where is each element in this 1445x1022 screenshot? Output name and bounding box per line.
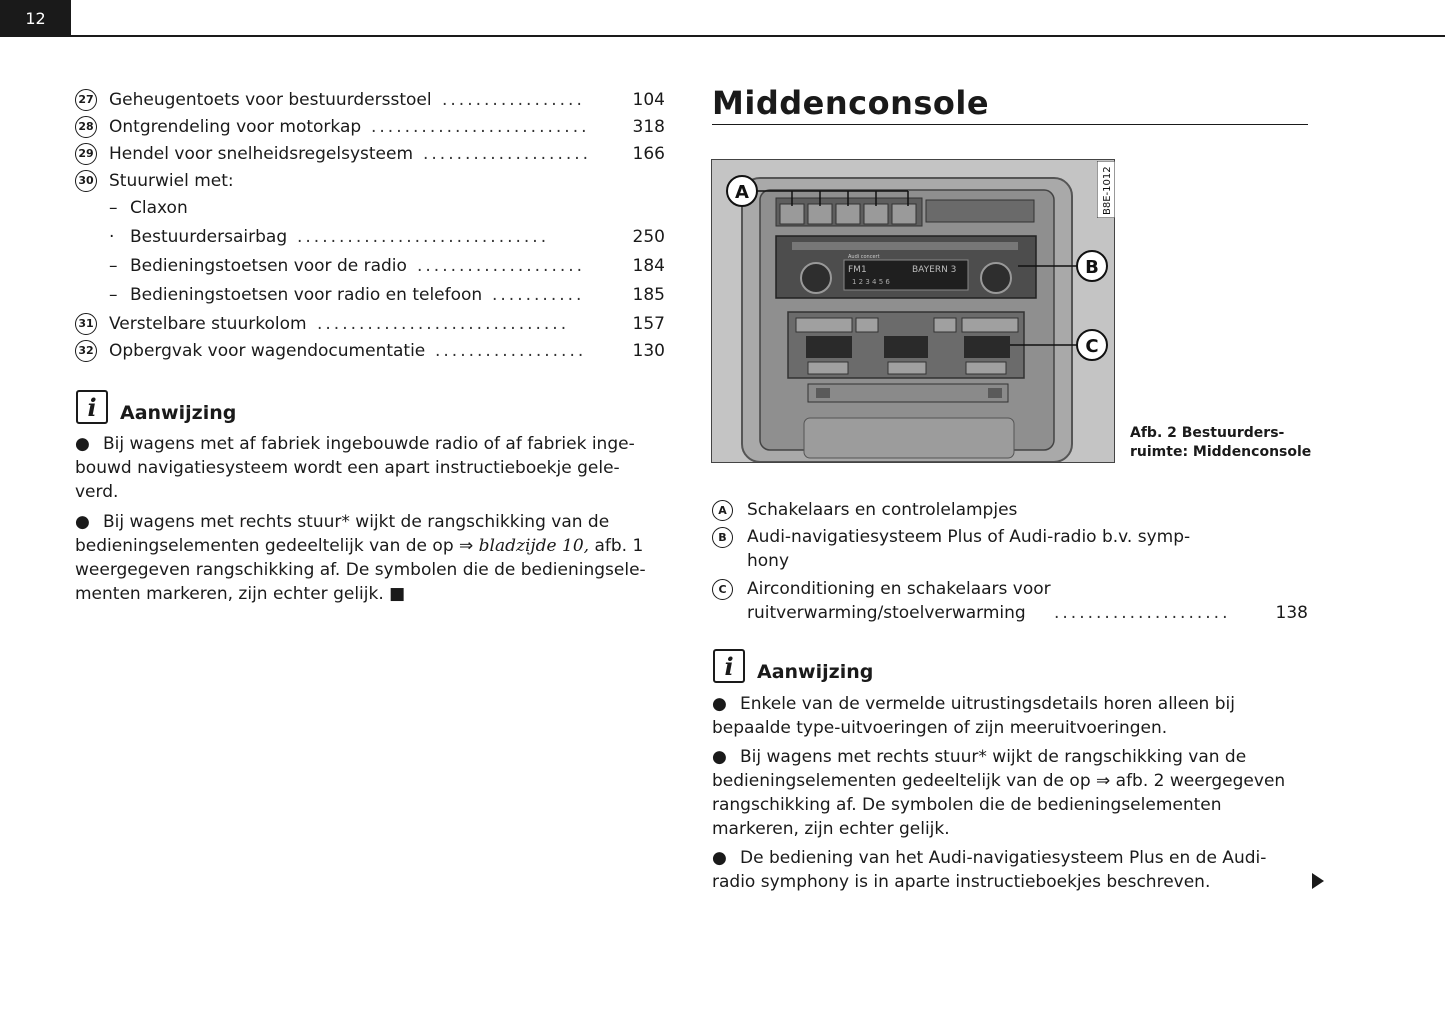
text-fragment: afb. 1	[589, 536, 644, 556]
page-reference-link[interactable]: bladzijde 10,	[478, 536, 590, 556]
toc-row	[75, 283, 665, 312]
toc-label: Opbergvak voor wagendocumentatie	[109, 341, 426, 361]
sub-item-dash: –	[109, 198, 118, 218]
note-left-paragraph-1	[75, 432, 635, 504]
note-right-paragraph-3	[712, 846, 1266, 894]
legend-item-c	[712, 577, 1308, 627]
toc-row	[75, 196, 665, 225]
note-left-paragraph-2	[75, 510, 646, 606]
leader-dots: ..........................	[371, 117, 590, 137]
toc-row	[75, 312, 665, 339]
text-line: bouwd navigatiesysteem wordt een apart instructieboekje gele-	[75, 458, 620, 478]
toc-page-link[interactable]: 318	[632, 117, 665, 137]
toc-label: Stuurwiel met:	[109, 171, 234, 191]
item-number-badge: 30	[75, 170, 97, 192]
bullet: ●	[712, 848, 727, 868]
text-line: bepaalde type-uitvoeringen of zijn meeruitvoeringen.	[712, 718, 1168, 738]
bullet: ●	[75, 434, 90, 454]
toc-page-link[interactable]: 185	[632, 285, 665, 305]
note-title: Aanwijzing	[120, 402, 237, 424]
caption-line: ruimte: Middenconsole	[1130, 444, 1312, 460]
legend-page: 138	[1275, 603, 1308, 623]
item-number-badge: 29	[75, 143, 97, 165]
toc-label: Geheugentoets voor bestuurdersstoel	[109, 90, 432, 110]
legend-item-b	[712, 525, 1308, 575]
toc-page-link[interactable]: 157	[632, 314, 665, 334]
toc-label: Bestuurdersairbag	[130, 227, 288, 247]
toc-label: Verstelbare stuurkolom	[109, 314, 307, 334]
leader-dots: ..............................	[317, 314, 570, 334]
leader-dots: ..................	[435, 341, 587, 361]
item-number-badge: 28	[75, 116, 97, 138]
toc-label: Hendel voor snelheidsregelsysteem	[109, 144, 414, 164]
note-heading-left	[76, 390, 236, 424]
toc-row	[75, 169, 665, 196]
radio-display-presets: 1 2 3 4 5 6	[852, 278, 890, 286]
toc-label: Claxon	[130, 198, 188, 218]
toc-page-link[interactable]: 250	[632, 227, 665, 247]
figure-caption	[1130, 424, 1311, 462]
callout-c-label: C	[1085, 336, 1099, 357]
leader-dots: ....................	[417, 256, 586, 276]
legend-text: Audi-navigatiesysteem Plus of Audi-radio b.v. symp-	[747, 527, 1191, 547]
info-icon: i	[76, 390, 108, 424]
item-number-badge: 32	[75, 340, 97, 362]
leader-dots: .................	[442, 90, 585, 110]
text-line: bedieningselementen gedeeltelijk van de op ⇒ afb. 2 weergegeven	[712, 771, 1286, 791]
bullet: ●	[712, 747, 727, 767]
sub-item-dash: –	[109, 256, 118, 276]
text-line: Bij wagens met af fabriek ingebouwde radio of af fabriek inge-	[103, 434, 635, 454]
legend-key: B	[712, 527, 733, 548]
text-fragment: bedieningselementen gedeeltelijk van de op ⇒	[75, 536, 479, 556]
toc-label: Bedieningstoetsen voor radio en telefoon	[130, 285, 483, 305]
info-icon: i	[713, 649, 745, 683]
figure-code-text: B8E-1012	[1102, 166, 1113, 215]
toc-page-link[interactable]: 184	[632, 256, 665, 276]
item-number-badge: 31	[75, 313, 97, 335]
legend-item-a	[712, 498, 1308, 524]
legend-text: Schakelaars en controlelampjes	[747, 500, 1018, 520]
bullet: ●	[75, 512, 90, 532]
toc-row	[75, 225, 665, 254]
page-header	[0, 0, 1445, 37]
radio-display-station: BAYERN 3	[912, 265, 957, 275]
toc-list	[75, 88, 665, 366]
toc-row	[75, 142, 665, 169]
callout-b-label: B	[1085, 257, 1099, 278]
item-number-badge: 27	[75, 89, 97, 111]
title-rule	[712, 124, 1308, 125]
sub-item-dash: –	[109, 285, 118, 305]
console-illustration	[712, 160, 1114, 462]
page-number: 12	[0, 0, 71, 37]
text-line: markeren, zijn echter gelijk.	[712, 819, 950, 839]
toc-page-link[interactable]: 166	[632, 144, 665, 164]
figure-middenconsole	[711, 159, 1115, 463]
text-line: Enkele van de vermelde uitrustingsdetails horen alleen bij	[740, 694, 1235, 714]
legend-text: ruitverwarming/stoelverwarming	[747, 603, 1026, 623]
toc-row	[75, 339, 665, 366]
text-line: weergegeven rangschikking af. De symbolen die de bedieningsele-	[75, 560, 646, 580]
radio-display-mode: FM1	[848, 265, 867, 275]
leader-dots: ..............................	[297, 227, 550, 247]
note-heading-right	[713, 649, 873, 683]
note-right-paragraph-2	[712, 745, 1285, 841]
figure-code	[1097, 161, 1115, 218]
text-line: Bij wagens met rechts stuur* wijkt de rangschikking van de	[740, 747, 1247, 767]
radio-brand: Audi concert	[848, 254, 880, 260]
sub-item-dash: ·	[109, 227, 115, 247]
text-line: rangschikking af. De symbolen die de bedieningselementen	[712, 795, 1222, 815]
leader-dots: .....................	[1054, 603, 1231, 623]
note-right-paragraph-1	[712, 692, 1235, 740]
note-title: Aanwijzing	[757, 661, 874, 683]
toc-page-link[interactable]: 130	[632, 341, 665, 361]
text-line: Bij wagens met rechts stuur* wijkt de rangschikking van de	[103, 512, 610, 532]
caption-line: Afb. 2 Bestuurders-	[1130, 425, 1285, 441]
text-line: radio symphony is in aparte instructieboekjes beschreven.	[712, 872, 1211, 892]
legend-key: C	[712, 579, 733, 600]
toc-label: Bedieningstoetsen voor de radio	[130, 256, 407, 276]
leader-dots: ...........	[492, 285, 585, 305]
legend-key: A	[712, 500, 733, 521]
legend-text: Airconditioning en schakelaars voor	[747, 579, 1051, 599]
bullet: ●	[712, 694, 727, 714]
continue-arrow-icon	[1312, 873, 1324, 889]
text-line: De bediening van het Audi-navigatiesysteem Plus en de Audi-	[740, 848, 1267, 868]
header-rule	[71, 35, 1445, 37]
text-line: menten markeren, zijn echter gelijk. ■	[75, 584, 406, 604]
toc-row	[75, 115, 665, 142]
toc-page-link[interactable]: 104	[632, 90, 665, 110]
text-line: verd.	[75, 482, 119, 502]
callout-a-label: A	[735, 182, 749, 203]
toc-label: Ontgrendeling voor motorkap	[109, 117, 362, 137]
legend-text: hony	[747, 551, 790, 571]
leader-dots: ....................	[423, 144, 592, 164]
toc-row	[75, 254, 665, 283]
toc-row	[75, 88, 665, 115]
section-title: Middenconsole	[712, 84, 990, 122]
